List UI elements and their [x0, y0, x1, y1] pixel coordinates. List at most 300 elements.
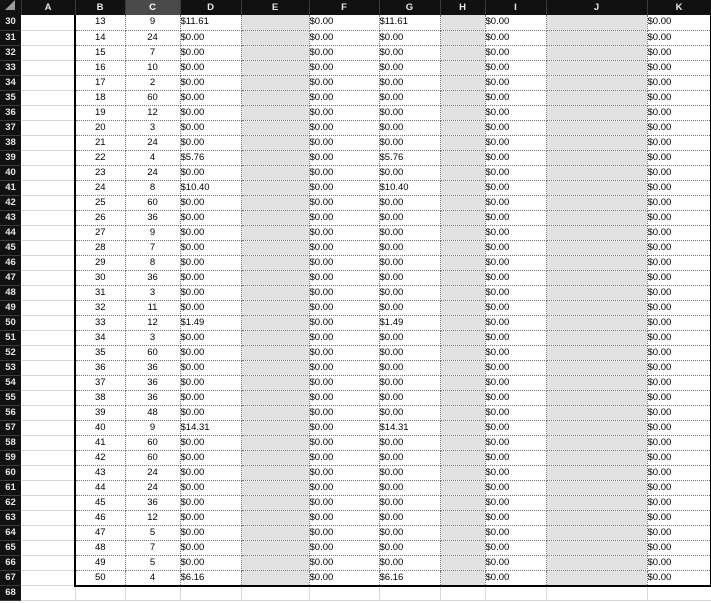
cell-k[interactable]: $0.00	[647, 390, 711, 405]
cell-f[interactable]: $0.00	[309, 435, 379, 450]
cell-f[interactable]: $0.00	[309, 480, 379, 495]
cell-c[interactable]: 11	[125, 300, 180, 315]
cell-a[interactable]	[21, 405, 75, 420]
row-header[interactable]: 66	[0, 555, 21, 570]
cell-k[interactable]: $0.00	[647, 285, 711, 300]
cell-e[interactable]	[241, 240, 309, 255]
cell-c[interactable]: 36	[125, 360, 180, 375]
cell-c[interactable]: 7	[125, 45, 180, 60]
cell-i[interactable]: $0.00	[485, 30, 546, 45]
cell-a[interactable]	[21, 255, 75, 270]
cell-d[interactable]: $0.00	[180, 525, 241, 540]
cell-e[interactable]	[241, 510, 309, 525]
cell-d[interactable]: $0.00	[180, 405, 241, 420]
cell-k[interactable]: $0.00	[647, 420, 711, 435]
cell-a[interactable]	[21, 75, 75, 90]
cell-j[interactable]	[546, 45, 647, 60]
cell-j[interactable]	[546, 15, 647, 30]
cell-b[interactable]: 32	[75, 300, 125, 315]
row-header[interactable]: 62	[0, 495, 21, 510]
cell-h[interactable]	[440, 555, 485, 570]
cell-c[interactable]: 12	[125, 315, 180, 330]
cell-b[interactable]: 39	[75, 405, 125, 420]
cell-empty[interactable]	[485, 586, 546, 601]
cell-e[interactable]	[241, 345, 309, 360]
cell-h[interactable]	[440, 495, 485, 510]
cell-j[interactable]	[546, 330, 647, 345]
row-header[interactable]: 58	[0, 435, 21, 450]
cell-h[interactable]	[440, 210, 485, 225]
cell-b[interactable]: 27	[75, 225, 125, 240]
cell-e[interactable]	[241, 195, 309, 210]
cell-b[interactable]: 40	[75, 420, 125, 435]
cell-b[interactable]: 30	[75, 270, 125, 285]
cell-empty[interactable]	[379, 586, 440, 601]
cell-e[interactable]	[241, 15, 309, 30]
cell-empty[interactable]	[21, 586, 75, 601]
cell-f[interactable]: $0.00	[309, 285, 379, 300]
cell-d[interactable]: $0.00	[180, 255, 241, 270]
cell-f[interactable]: $0.00	[309, 450, 379, 465]
cell-a[interactable]	[21, 420, 75, 435]
row-header[interactable]: 54	[0, 375, 21, 390]
cell-e[interactable]	[241, 525, 309, 540]
cell-c[interactable]: 4	[125, 570, 180, 586]
cell-k[interactable]: $0.00	[647, 90, 711, 105]
cell-i[interactable]: $0.00	[485, 405, 546, 420]
cell-c[interactable]: 36	[125, 270, 180, 285]
cell-f[interactable]: $0.00	[309, 465, 379, 480]
cell-g[interactable]: $6.16	[379, 570, 440, 586]
cell-b[interactable]: 18	[75, 90, 125, 105]
cell-g[interactable]: $0.00	[379, 135, 440, 150]
cell-k[interactable]: $0.00	[647, 180, 711, 195]
cell-j[interactable]	[546, 405, 647, 420]
cell-e[interactable]	[241, 270, 309, 285]
cell-d[interactable]: $0.00	[180, 540, 241, 555]
cell-k[interactable]: $0.00	[647, 570, 711, 586]
cell-i[interactable]: $0.00	[485, 525, 546, 540]
cell-i[interactable]: $0.00	[485, 420, 546, 435]
cell-i[interactable]: $0.00	[485, 570, 546, 586]
cell-c[interactable]: 8	[125, 255, 180, 270]
cell-h[interactable]	[440, 390, 485, 405]
cell-j[interactable]	[546, 510, 647, 525]
cell-c[interactable]: 5	[125, 525, 180, 540]
cell-b[interactable]: 24	[75, 180, 125, 195]
cell-b[interactable]: 35	[75, 345, 125, 360]
cell-j[interactable]	[546, 105, 647, 120]
cell-h[interactable]	[440, 105, 485, 120]
cell-j[interactable]	[546, 195, 647, 210]
row-header[interactable]: 43	[0, 210, 21, 225]
cell-f[interactable]: $0.00	[309, 555, 379, 570]
cell-i[interactable]: $0.00	[485, 225, 546, 240]
cell-i[interactable]: $0.00	[485, 450, 546, 465]
cell-e[interactable]	[241, 135, 309, 150]
cell-f[interactable]: $0.00	[309, 510, 379, 525]
cell-e[interactable]	[241, 255, 309, 270]
cell-a[interactable]	[21, 330, 75, 345]
cell-g[interactable]: $0.00	[379, 510, 440, 525]
cell-i[interactable]: $0.00	[485, 285, 546, 300]
cell-f[interactable]: $0.00	[309, 105, 379, 120]
cell-k[interactable]: $0.00	[647, 540, 711, 555]
cell-c[interactable]: 24	[125, 135, 180, 150]
cell-e[interactable]	[241, 315, 309, 330]
cell-h[interactable]	[440, 300, 485, 315]
cell-j[interactable]	[546, 540, 647, 555]
cell-i[interactable]: $0.00	[485, 345, 546, 360]
cell-j[interactable]	[546, 390, 647, 405]
cell-j[interactable]	[546, 165, 647, 180]
cell-f[interactable]: $0.00	[309, 255, 379, 270]
cell-c[interactable]: 3	[125, 120, 180, 135]
row-header[interactable]: 41	[0, 180, 21, 195]
cell-e[interactable]	[241, 450, 309, 465]
cell-e[interactable]	[241, 330, 309, 345]
cell-c[interactable]: 12	[125, 510, 180, 525]
cell-empty[interactable]	[75, 586, 125, 601]
cell-d[interactable]: $0.00	[180, 120, 241, 135]
column-header-i[interactable]: I	[485, 0, 546, 15]
cell-k[interactable]: $0.00	[647, 105, 711, 120]
cell-h[interactable]	[440, 75, 485, 90]
cell-a[interactable]	[21, 510, 75, 525]
cell-d[interactable]: $14.31	[180, 420, 241, 435]
cell-i[interactable]: $0.00	[485, 15, 546, 30]
cell-g[interactable]: $0.00	[379, 435, 440, 450]
column-header-j[interactable]: J	[546, 0, 647, 15]
column-header-e[interactable]: E	[241, 0, 309, 15]
row-header[interactable]: 67	[0, 570, 21, 586]
cell-e[interactable]	[241, 420, 309, 435]
cell-b[interactable]: 44	[75, 480, 125, 495]
row-header[interactable]: 63	[0, 510, 21, 525]
row-header[interactable]: 48	[0, 285, 21, 300]
cell-f[interactable]: $0.00	[309, 165, 379, 180]
cell-b[interactable]: 45	[75, 495, 125, 510]
row-header[interactable]: 65	[0, 540, 21, 555]
cell-b[interactable]: 46	[75, 510, 125, 525]
cell-c[interactable]: 60	[125, 90, 180, 105]
cell-c[interactable]: 36	[125, 390, 180, 405]
cell-f[interactable]: $0.00	[309, 45, 379, 60]
cell-b[interactable]: 41	[75, 435, 125, 450]
row-header[interactable]: 57	[0, 420, 21, 435]
cell-b[interactable]: 28	[75, 240, 125, 255]
column-header-g[interactable]: G	[379, 0, 440, 15]
cell-c[interactable]: 7	[125, 240, 180, 255]
cell-k[interactable]: $0.00	[647, 195, 711, 210]
cell-i[interactable]: $0.00	[485, 300, 546, 315]
cell-h[interactable]	[440, 30, 485, 45]
cell-i[interactable]: $0.00	[485, 240, 546, 255]
cell-a[interactable]	[21, 60, 75, 75]
cell-d[interactable]: $0.00	[180, 240, 241, 255]
row-header[interactable]: 68	[0, 586, 21, 601]
row-header[interactable]: 56	[0, 405, 21, 420]
cell-k[interactable]: $0.00	[647, 345, 711, 360]
cell-i[interactable]: $0.00	[485, 555, 546, 570]
cell-d[interactable]: $5.76	[180, 150, 241, 165]
cell-b[interactable]: 20	[75, 120, 125, 135]
cell-g[interactable]: $0.00	[379, 330, 440, 345]
cell-a[interactable]	[21, 480, 75, 495]
cell-j[interactable]	[546, 555, 647, 570]
cell-j[interactable]	[546, 480, 647, 495]
cell-a[interactable]	[21, 15, 75, 30]
cell-h[interactable]	[440, 15, 485, 30]
cell-c[interactable]: 60	[125, 450, 180, 465]
cell-g[interactable]: $0.00	[379, 375, 440, 390]
cell-g[interactable]: $0.00	[379, 240, 440, 255]
cell-f[interactable]: $0.00	[309, 495, 379, 510]
column-header-c[interactable]: C	[125, 0, 180, 15]
cell-f[interactable]: $0.00	[309, 345, 379, 360]
cell-f[interactable]: $0.00	[309, 30, 379, 45]
cell-g[interactable]: $0.00	[379, 285, 440, 300]
cell-f[interactable]: $0.00	[309, 150, 379, 165]
cell-d[interactable]: $0.00	[180, 135, 241, 150]
cell-i[interactable]: $0.00	[485, 90, 546, 105]
cell-e[interactable]	[241, 105, 309, 120]
cell-d[interactable]: $0.00	[180, 165, 241, 180]
cell-d[interactable]: $0.00	[180, 390, 241, 405]
cell-a[interactable]	[21, 105, 75, 120]
cell-e[interactable]	[241, 60, 309, 75]
cell-c[interactable]: 5	[125, 555, 180, 570]
cell-i[interactable]: $0.00	[485, 180, 546, 195]
cell-g[interactable]: $0.00	[379, 60, 440, 75]
cell-i[interactable]: $0.00	[485, 165, 546, 180]
cell-g[interactable]: $0.00	[379, 270, 440, 285]
cell-j[interactable]	[546, 420, 647, 435]
cell-k[interactable]: $0.00	[647, 510, 711, 525]
cell-h[interactable]	[440, 60, 485, 75]
cell-g[interactable]: $0.00	[379, 345, 440, 360]
cell-j[interactable]	[546, 495, 647, 510]
column-header-d[interactable]: D	[180, 0, 241, 15]
cell-a[interactable]	[21, 540, 75, 555]
cell-i[interactable]: $0.00	[485, 375, 546, 390]
cell-k[interactable]: $0.00	[647, 330, 711, 345]
cell-g[interactable]: $0.00	[379, 75, 440, 90]
cell-h[interactable]	[440, 165, 485, 180]
cell-i[interactable]: $0.00	[485, 435, 546, 450]
cell-j[interactable]	[546, 150, 647, 165]
cell-b[interactable]: 49	[75, 555, 125, 570]
cell-f[interactable]: $0.00	[309, 360, 379, 375]
cell-j[interactable]	[546, 135, 647, 150]
row-header[interactable]: 53	[0, 360, 21, 375]
cell-h[interactable]	[440, 570, 485, 586]
cell-f[interactable]: $0.00	[309, 525, 379, 540]
cell-i[interactable]: $0.00	[485, 360, 546, 375]
cell-g[interactable]: $0.00	[379, 540, 440, 555]
cell-d[interactable]: $0.00	[180, 30, 241, 45]
cell-f[interactable]: $0.00	[309, 270, 379, 285]
cell-e[interactable]	[241, 45, 309, 60]
cell-g[interactable]: $0.00	[379, 210, 440, 225]
cell-e[interactable]	[241, 435, 309, 450]
cell-f[interactable]: $0.00	[309, 60, 379, 75]
cell-e[interactable]	[241, 90, 309, 105]
cell-b[interactable]: 37	[75, 375, 125, 390]
cell-k[interactable]: $0.00	[647, 30, 711, 45]
row-header[interactable]: 40	[0, 165, 21, 180]
cell-a[interactable]	[21, 300, 75, 315]
column-header-a[interactable]: A	[21, 0, 75, 15]
cell-k[interactable]: $0.00	[647, 480, 711, 495]
cell-a[interactable]	[21, 90, 75, 105]
row-header[interactable]: 64	[0, 525, 21, 540]
cell-k[interactable]: $0.00	[647, 45, 711, 60]
cell-a[interactable]	[21, 315, 75, 330]
cell-i[interactable]: $0.00	[485, 465, 546, 480]
cell-c[interactable]: 24	[125, 30, 180, 45]
cell-empty[interactable]	[546, 586, 647, 601]
cell-h[interactable]	[440, 345, 485, 360]
cell-j[interactable]	[546, 525, 647, 540]
cell-k[interactable]: $0.00	[647, 435, 711, 450]
cell-a[interactable]	[21, 285, 75, 300]
cell-c[interactable]: 24	[125, 480, 180, 495]
row-header[interactable]: 32	[0, 45, 21, 60]
cell-h[interactable]	[440, 195, 485, 210]
cell-e[interactable]	[241, 300, 309, 315]
cell-h[interactable]	[440, 540, 485, 555]
cell-a[interactable]	[21, 270, 75, 285]
cell-d[interactable]: $0.00	[180, 210, 241, 225]
row-header[interactable]: 49	[0, 300, 21, 315]
cell-i[interactable]: $0.00	[485, 75, 546, 90]
cell-b[interactable]: 33	[75, 315, 125, 330]
cell-g[interactable]: $0.00	[379, 555, 440, 570]
cell-f[interactable]: $0.00	[309, 300, 379, 315]
cell-k[interactable]: $0.00	[647, 300, 711, 315]
cell-d[interactable]: $0.00	[180, 60, 241, 75]
cell-d[interactable]: $0.00	[180, 555, 241, 570]
row-header[interactable]: 37	[0, 120, 21, 135]
cell-c[interactable]: 8	[125, 180, 180, 195]
cell-j[interactable]	[546, 345, 647, 360]
cell-f[interactable]: $0.00	[309, 240, 379, 255]
cell-b[interactable]: 13	[75, 15, 125, 30]
cell-d[interactable]: $0.00	[180, 345, 241, 360]
cell-i[interactable]: $0.00	[485, 270, 546, 285]
cell-b[interactable]: 34	[75, 330, 125, 345]
cell-c[interactable]: 24	[125, 165, 180, 180]
cell-i[interactable]: $0.00	[485, 540, 546, 555]
cell-h[interactable]	[440, 90, 485, 105]
row-header[interactable]: 42	[0, 195, 21, 210]
cell-k[interactable]: $0.00	[647, 405, 711, 420]
cell-a[interactable]	[21, 465, 75, 480]
cell-g[interactable]: $0.00	[379, 45, 440, 60]
cell-empty[interactable]	[440, 586, 485, 601]
cell-a[interactable]	[21, 45, 75, 60]
cell-i[interactable]: $0.00	[485, 45, 546, 60]
cell-h[interactable]	[440, 525, 485, 540]
cell-d[interactable]: $0.00	[180, 195, 241, 210]
cell-f[interactable]: $0.00	[309, 315, 379, 330]
cell-j[interactable]	[546, 210, 647, 225]
row-header[interactable]: 30	[0, 15, 21, 30]
cell-f[interactable]: $0.00	[309, 210, 379, 225]
cell-a[interactable]	[21, 30, 75, 45]
cell-h[interactable]	[440, 120, 485, 135]
cell-h[interactable]	[440, 150, 485, 165]
cell-a[interactable]	[21, 435, 75, 450]
cell-e[interactable]	[241, 210, 309, 225]
cell-i[interactable]: $0.00	[485, 60, 546, 75]
cell-c[interactable]: 24	[125, 465, 180, 480]
cell-c[interactable]: 36	[125, 210, 180, 225]
cell-e[interactable]	[241, 225, 309, 240]
cell-j[interactable]	[546, 90, 647, 105]
cell-j[interactable]	[546, 225, 647, 240]
cell-k[interactable]: $0.00	[647, 75, 711, 90]
cell-j[interactable]	[546, 255, 647, 270]
cell-i[interactable]: $0.00	[485, 195, 546, 210]
cell-k[interactable]: $0.00	[647, 60, 711, 75]
cell-a[interactable]	[21, 195, 75, 210]
cell-empty[interactable]	[647, 586, 711, 601]
cell-h[interactable]	[440, 270, 485, 285]
cell-b[interactable]: 19	[75, 105, 125, 120]
cell-k[interactable]: $0.00	[647, 555, 711, 570]
cell-k[interactable]: $0.00	[647, 135, 711, 150]
row-header[interactable]: 34	[0, 75, 21, 90]
cell-h[interactable]	[440, 405, 485, 420]
cell-g[interactable]: $0.00	[379, 90, 440, 105]
cell-b[interactable]: 31	[75, 285, 125, 300]
cell-d[interactable]: $11.61	[180, 15, 241, 30]
cell-d[interactable]: $0.00	[180, 480, 241, 495]
cell-j[interactable]	[546, 120, 647, 135]
cell-a[interactable]	[21, 375, 75, 390]
cell-j[interactable]	[546, 375, 647, 390]
cell-k[interactable]: $0.00	[647, 465, 711, 480]
cell-d[interactable]: $0.00	[180, 270, 241, 285]
cell-e[interactable]	[241, 165, 309, 180]
cell-g[interactable]: $10.40	[379, 180, 440, 195]
cell-d[interactable]: $0.00	[180, 465, 241, 480]
cell-f[interactable]: $0.00	[309, 75, 379, 90]
cell-c[interactable]: 12	[125, 105, 180, 120]
cell-g[interactable]: $0.00	[379, 525, 440, 540]
cell-g[interactable]: $0.00	[379, 225, 440, 240]
cell-k[interactable]: $0.00	[647, 495, 711, 510]
cell-h[interactable]	[440, 420, 485, 435]
cell-b[interactable]: 15	[75, 45, 125, 60]
cell-b[interactable]: 25	[75, 195, 125, 210]
cell-a[interactable]	[21, 120, 75, 135]
cell-j[interactable]	[546, 285, 647, 300]
cell-k[interactable]: $0.00	[647, 150, 711, 165]
cell-b[interactable]: 47	[75, 525, 125, 540]
cell-k[interactable]: $0.00	[647, 525, 711, 540]
cell-i[interactable]: $0.00	[485, 495, 546, 510]
cell-e[interactable]	[241, 495, 309, 510]
cell-a[interactable]	[21, 225, 75, 240]
cell-d[interactable]: $10.40	[180, 180, 241, 195]
cell-e[interactable]	[241, 375, 309, 390]
cell-c[interactable]: 36	[125, 375, 180, 390]
row-header[interactable]: 44	[0, 225, 21, 240]
cell-i[interactable]: $0.00	[485, 210, 546, 225]
